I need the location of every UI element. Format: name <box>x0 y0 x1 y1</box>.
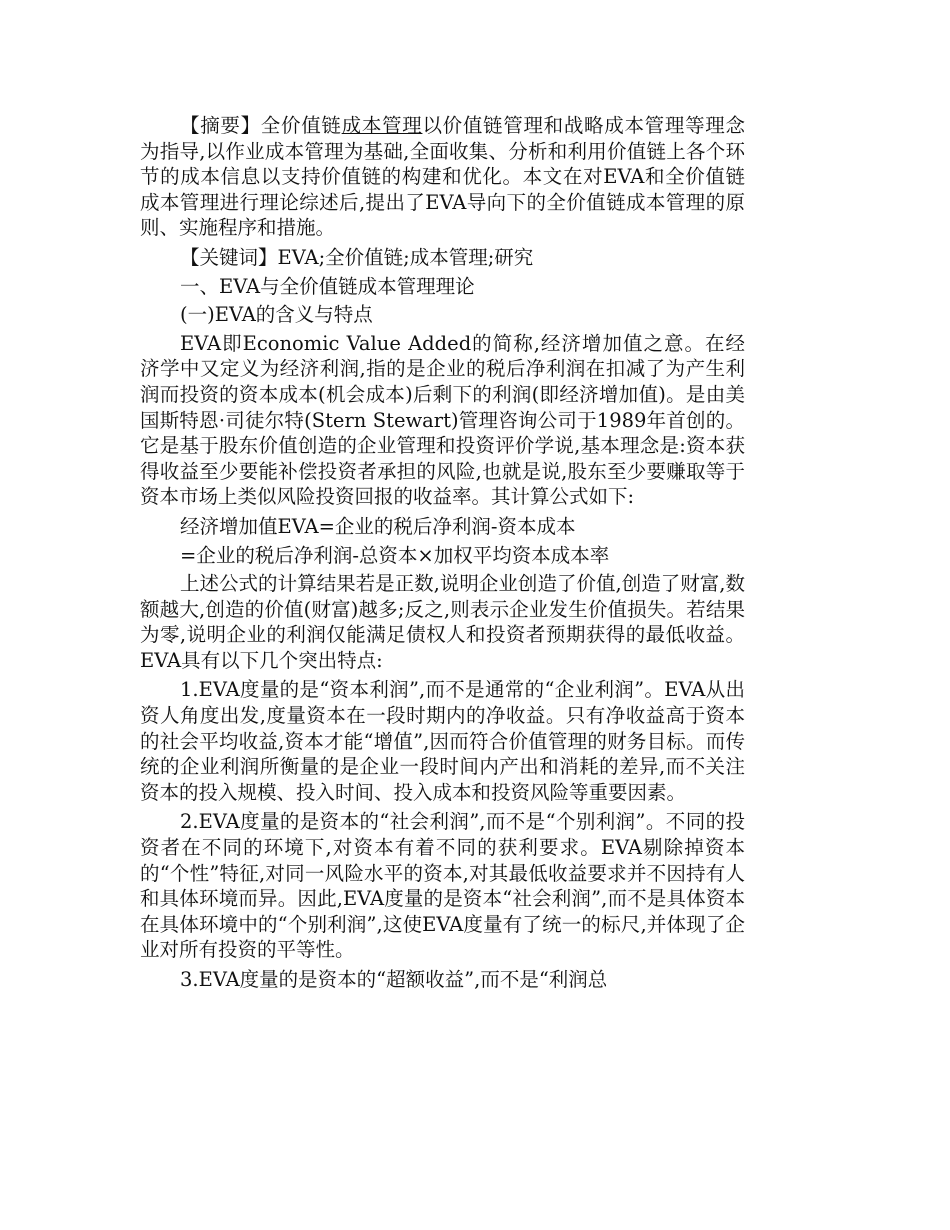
formula-line-1: 经济增加值EVA=企业的税后净利润-资本成本 <box>180 514 576 538</box>
feature-1-paragraph: 1.EVA度量的是“资本利润”,而不是通常的“企业利润”。EVA从出资人角度出发,度量资本在一段时期内的净收益。只有净收益高于资本的社会平均收益,资本才能“增值”,因而符合价值管理的财务目标。而传统的企业利润所衡量的是企业一段时间内产出和消耗的差异,而不关注资本的投入规模、投入时间、投入成本和投资风险等重要因素。 <box>140 678 745 804</box>
cost-management-link[interactable]: 成本管理 <box>341 114 423 137</box>
feature-2-paragraph: 2.EVA度量的是资本的“社会利润”,而不是“个别利润”。不同的投资者在不同的环境下,对资本有着不同的获利要求。EVA剔除掉资本的“个性”特征,对同一风险水平的资本,对其最低收益要求并不因持有人和具体环境而异。因此,EVA度量的是资本“社会利润”,而不是具体资本在具体环境中的“个别利润”,这使EVA度量有了统一的标尺,并体现了企业对所有投资的平等性。 <box>140 810 745 962</box>
result-paragraph: 上述公式的计算结果若是正数,说明企业创造了价值,创造了财富,数额越大,创造的价值(财富)越多;反之,则表示企业发生价值损失。若结果为零,说明企业的利润仅能满足债权人和投资者预期获得的最低收益。EVA具有以下几个突出特点: <box>140 572 745 672</box>
abstract-text: 以价值链管理和战略成本管理等理念为指导,以作业成本管理为基础,全面收集、分析和利用价值链上各个环节的成本信息以支持价值链的构建和优化。本文在对EVA和全价值链成本管理进行理论综述后,提出了EVA导向下的全价值链成本管理的原则、实施程序和措施。 <box>140 114 745 240</box>
keywords-line: 【关键词】EVA;全价值链;成本管理;研究 <box>180 245 534 269</box>
abstract-lead: 【摘要】全价值链 <box>180 114 342 137</box>
subsection-heading: (一)EVA的含义与特点 <box>180 303 373 327</box>
section-heading: 一、EVA与全价值链成本管理理论 <box>180 274 475 298</box>
eva-definition-paragraph: EVA即Economic Value Added的简称,经济增加值之意。在经济学中又定义为经济利润,指的是企业的税后净利润在扣减了为产生利润而投资的资本成本(机会成本)后剩下的利润(即经济增加值)。是由美国斯特恩·司徒尔特(Stern Stewart)管理咨询公司于1989年首创的。它是基于股东价值创造的企业管理和投资评价学说,基本理念是:资本获得收益至少要能补偿投资者承担的风险,也就是说,股东至少要赚取等于资本市场上类似风险投资回报的收益率。其计算公式如下: <box>140 331 745 509</box>
abstract-paragraph <box>140 113 745 241</box>
document-page <box>140 113 745 997</box>
feature-3-paragraph: 3.EVA度量的是资本的“超额收益”,而不是“利润总 <box>180 968 608 991</box>
formula-line-2: =企业的税后净利润-总资本×加权平均资本成本率 <box>180 543 610 567</box>
